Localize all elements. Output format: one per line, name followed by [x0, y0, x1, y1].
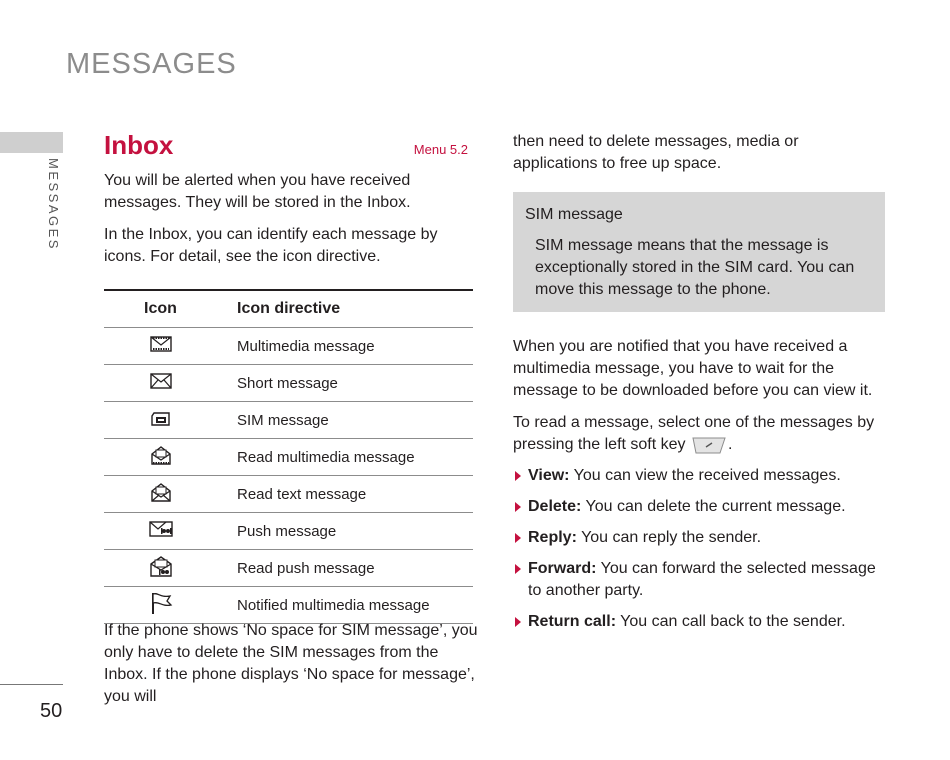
storage-paragraph: If the phone shows ‘No space for SIM message’, you only have to delete the SIM messages from the Inbox. If the phone displays ‘No space for message’, you will [104, 622, 478, 705]
icon-directive-table [104, 289, 473, 624]
bullet-triangle-icon [515, 617, 521, 627]
bullet-triangle-icon [515, 533, 521, 543]
left-column-bottom [104, 620, 479, 708]
table-cell-label: Notified multimedia message [217, 587, 473, 624]
section-title: Inbox [104, 130, 174, 160]
table-row [104, 550, 473, 587]
table-row [104, 402, 473, 439]
table-row [104, 328, 473, 365]
option-term: Reply: [528, 529, 577, 546]
table-row [104, 587, 473, 624]
list-item [513, 465, 885, 487]
column-header-directive: Icon directive [217, 290, 473, 328]
left-soft-key-icon [692, 436, 726, 454]
right-column [513, 131, 885, 642]
chapter-title: MESSAGES [66, 48, 237, 80]
read-text-message-icon [150, 482, 172, 502]
footer-rule [0, 684, 63, 685]
message-options-list [513, 465, 885, 633]
table-cell-label: Push message [217, 513, 473, 550]
section-header [104, 130, 476, 164]
multimedia-message-icon [150, 335, 172, 353]
push-message-icon [149, 520, 173, 538]
side-tab-marker [0, 132, 63, 153]
note-title: SIM message [525, 206, 623, 223]
list-item [513, 527, 885, 549]
continued-paragraph: then need to delete messages, media or applications to free up space. [513, 133, 799, 172]
read-paragraph-text: To read a message, select one of the messages by pressing the left soft key [513, 414, 875, 453]
table-header-row [104, 290, 473, 328]
side-chapter-label: MESSAGES [46, 158, 61, 251]
icons-paragraph: In the Inbox, you can identify each message by icons. For detail, see the icon directive. [104, 226, 438, 265]
list-item [513, 558, 885, 602]
table-cell-label: Read text message [217, 476, 473, 513]
option-term: Return call: [528, 613, 617, 630]
option-desc: You can call back to the sender. [616, 613, 846, 630]
list-item [513, 496, 885, 518]
table-row [104, 365, 473, 402]
notified-paragraph: When you are notified that you have received a multimedia message, you have to wait for the message to be downloaded before you can view it. [513, 338, 873, 399]
sim-message-note [513, 192, 885, 312]
bullet-triangle-icon [515, 471, 521, 481]
bullet-triangle-icon [515, 564, 521, 574]
option-desc: You can view the received messages. [569, 467, 841, 484]
table-cell-label: SIM message [217, 402, 473, 439]
short-message-icon [150, 372, 172, 390]
notified-multimedia-message-icon [148, 591, 174, 615]
option-desc: You can reply the sender. [576, 529, 762, 546]
table-row [104, 439, 473, 476]
option-term: View: [528, 467, 570, 484]
intro-paragraph: You will be alerted when you have received messages. They will be stored in the Inbox. [104, 172, 411, 211]
table-cell-label: Read multimedia message [217, 439, 473, 476]
read-multimedia-message-icon [150, 445, 172, 465]
page-number: 50 [40, 700, 63, 722]
option-term: Delete: [528, 498, 582, 515]
read-paragraph-end: . [727, 436, 733, 453]
left-column [104, 130, 476, 624]
table-cell-label: Read push message [217, 550, 473, 587]
table-cell-label: Short message [217, 365, 473, 402]
read-push-message-icon [149, 555, 173, 577]
table-cell-label: Multimedia message [217, 328, 473, 365]
read-paragraph [513, 412, 885, 456]
option-desc: You can delete the current message. [581, 498, 846, 515]
list-item [513, 611, 885, 633]
option-desc: You can forward the selected message to another party. [528, 560, 876, 599]
note-body: SIM message means that the message is exceptionally stored in the SIM card. You can move this message to the phone. [535, 237, 855, 298]
option-term: Forward: [528, 560, 597, 577]
table-row [104, 513, 473, 550]
column-header-icon: Icon [104, 290, 217, 328]
sim-message-icon [150, 409, 172, 427]
menu-reference: Menu 5.2 [413, 142, 468, 157]
table-row [104, 476, 473, 513]
bullet-triangle-icon [515, 502, 521, 512]
